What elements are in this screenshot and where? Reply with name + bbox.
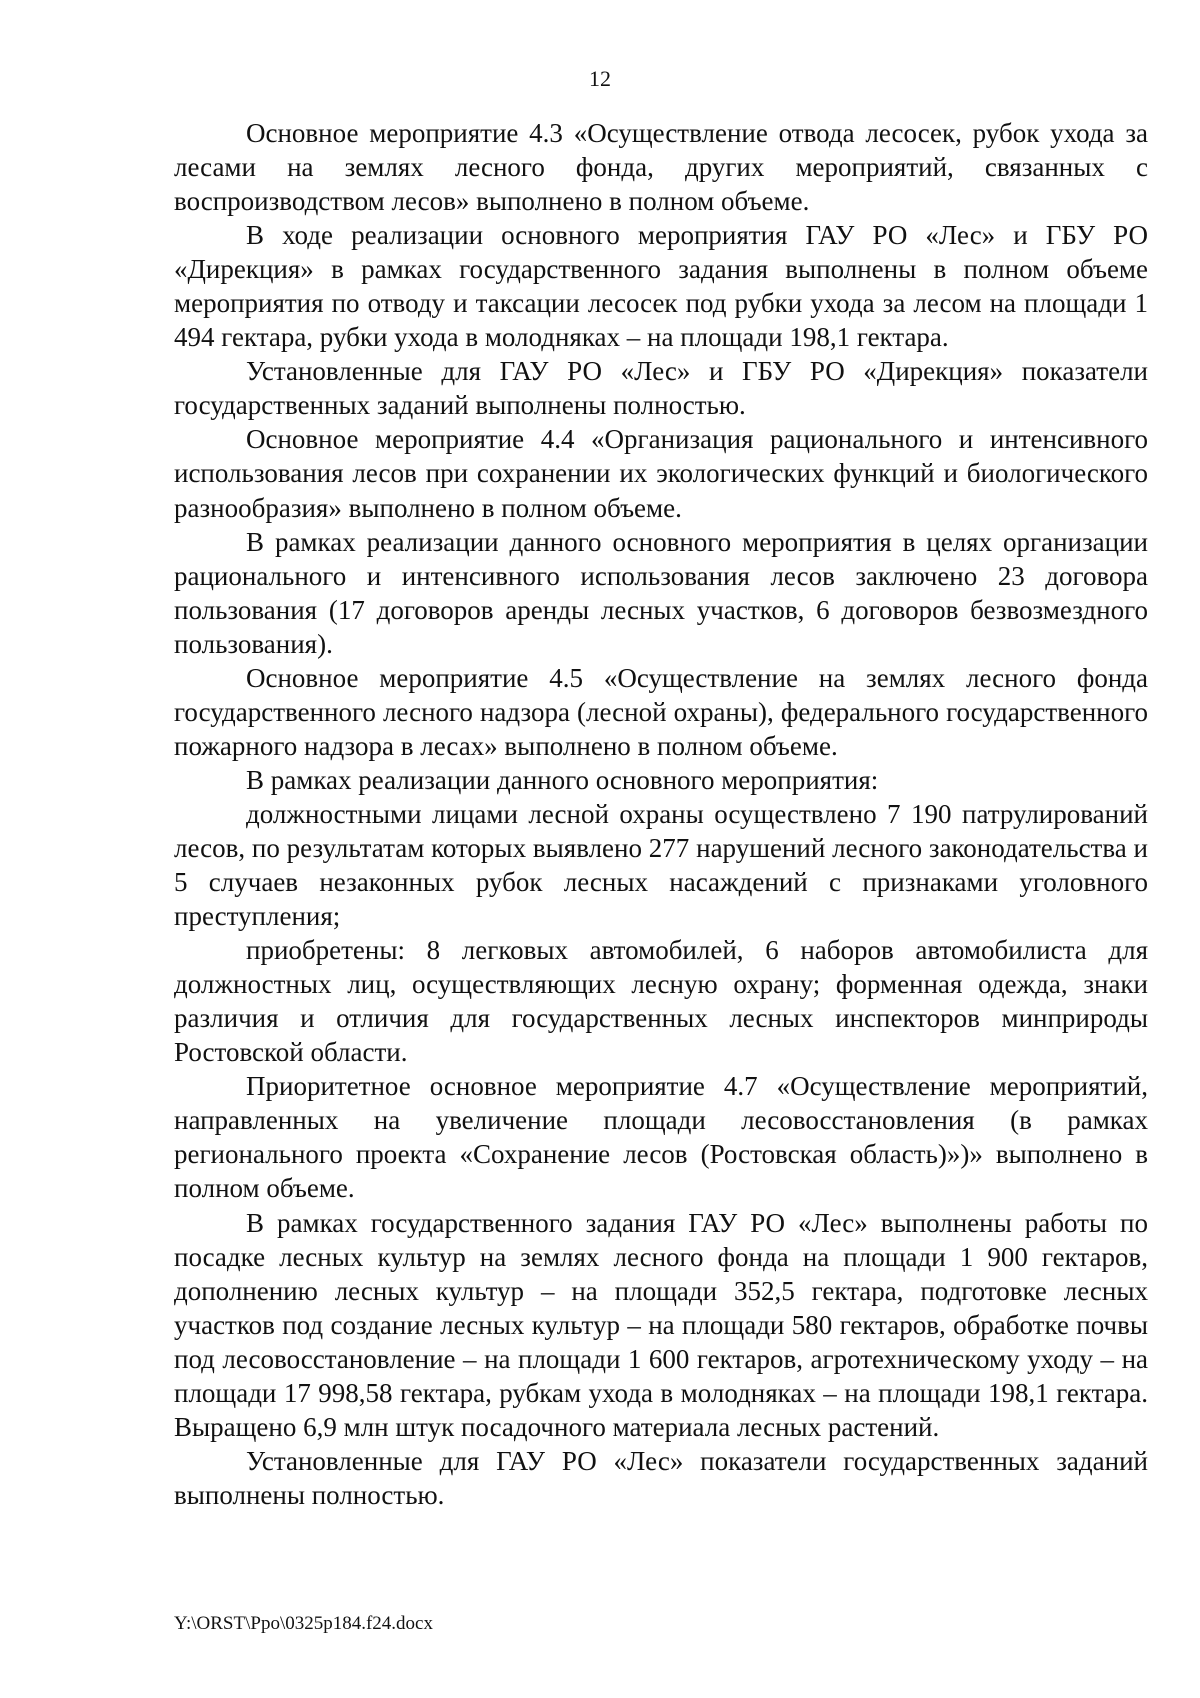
paragraph-implementation-4-3: В ходе реализации основного мероприятия ГАУ РО «Лес» и ГБУ РО «Дирекция» в рамках государственного задания выполнены в полном объеме мероприятия по отводу и таксации лесосек под рубки ухода за лесом на площади 1 494 гектара, рубки ухода в молодняках – на площади 198,1 гектара. (174, 220, 1148, 353)
paragraph-activity-4-4: Основное мероприятие 4.4 «Организация рационального и интенсивного использования лесов при сохранении их экологических функций и биологического разнообразия» выполнено в полном объеме. (174, 424, 1148, 523)
paragraph-intro-4-5: В рамках реализации данного основного мероприятия: (246, 764, 879, 795)
paragraph-indicators-4-7: Установленные для ГАУ РО «Лес» показатели государственных заданий выполнены полностью. (174, 1445, 1148, 1510)
paragraph-activity-4-7: Приоритетное основное мероприятие 4.7 «Осуществление мероприятий, направленных на увеличение площади лесовосстановления (в рамках регионального проекта «Сохранение лесов (Ростовская область)»)» выполнено в полном объеме. (174, 1071, 1148, 1204)
page-number: 12 (589, 66, 611, 91)
paragraph-patrols-4-5: должностными лицами лесной охраны осуществлено 7 190 патрулирований лесов, по результатам которых выявлено 277 нарушений лесного законодательства и 5 случаев незаконных рубок лесных насаждений с признаками уголовного преступления; (174, 798, 1148, 932)
document-body (174, 116, 1148, 1512)
paragraph-indicators-4-3: Установленные для ГАУ РО «Лес» и ГБУ РО «Дирекция» показатели государственных заданий выполнены полностью. (174, 356, 1148, 421)
paragraph-purchases-4-5: приобретены: 8 легковых автомобилей, 6 наборов автомобилиста для должностных лиц, осуществляющих лесную охрану; форменная одежда, знаки различия и отличия для государственных лесных инспекторов минприроды Ростовской области. (174, 935, 1148, 1068)
paragraph-activity-4-3: Основное мероприятие 4.3 «Осуществление отвода лесосек, рубок ухода за лесами на землях лесного фонда, других мероприятий, связанных с воспроизводством лесов» выполнено в полном объеме. (174, 118, 1148, 217)
paragraph-contracts-4-4: В рамках реализации данного основного мероприятия в целях организации рационального и интенсивного использования лесов заключено 23 договора пользования (17 договоров аренды лесных участков, 6 договоров безвозмездного пользования). (174, 526, 1148, 659)
paragraph-works-4-7: В рамках государственного задания ГАУ РО «Лес» выполнены работы по посадке лесных культур на землях лесного фонда на площади 1 900 гектаров, дополнению лесных культур – на площади 352,5 гектара, подготовке лесных участков под создание лесных культур – на площади 580 гектаров, обработке почвы под лесовосстановление – на площади 1 600 гектаров, агротехническому уходу – на площади 17 998,58 гектара, рубкам ухода в молодняках – на площади 198,1 гектара. Выращено 6,9 млн штук посадочного материала лесных растений. (174, 1207, 1148, 1442)
paragraph-activity-4-5: Основное мероприятие 4.5 «Осуществление на землях лесного фонда государственного лесного надзора (лесной охраны), федерального государственного пожарного надзора в лесах» выполнено в полном объеме. (174, 662, 1148, 761)
footer-file-path: Y:\ORST\Ppo\0325p184.f24.docx (174, 1613, 433, 1634)
